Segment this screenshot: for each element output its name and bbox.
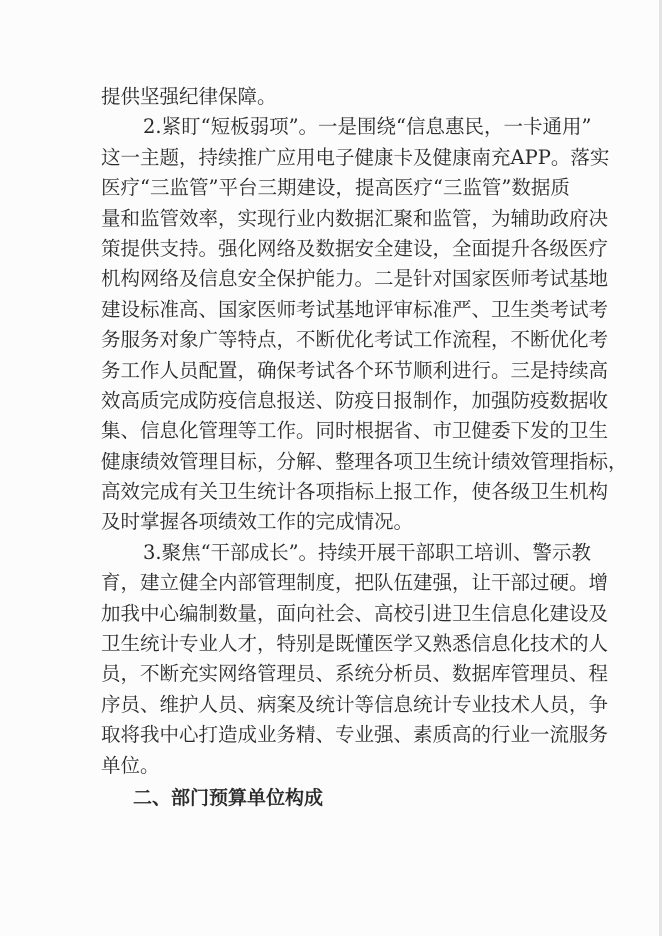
text-line: 3.聚焦“干部成长”。持续开展干部职工培训、警示教 [143, 540, 592, 564]
text-line: 加我中心编制数量，面向社会、高校引进卫生信息化建设及 [101, 601, 609, 625]
text-line: 提供坚强纪律保障。 [101, 85, 277, 108]
text-line: 建设标准高、国家医师考试基地评审标准严、卫生类考试考 [101, 297, 609, 321]
text-line: 序员、维护人员、病案及统计等信息统计专业技术人员，争 [101, 692, 609, 716]
text-line: 取将我中心打造成业务精、专业强、素质高的行业一流服务 [101, 723, 609, 747]
text-line: 及时掌握各项绩效工作的完成情况。 [101, 510, 414, 534]
text-line: 务工作人员配置，确保考试各个环节顺利进行。三是持续高 [101, 358, 609, 382]
text-line: 量和监管效率，实现行业内数据汇聚和监管，为辅助政府决 [101, 206, 609, 230]
text-line: 单位。 [101, 753, 160, 777]
section-heading: 二、部门预算单位构成 [133, 786, 324, 809]
document-body [101, 82, 628, 813]
paragraph [101, 538, 609, 781]
text-line: 机构网络及信息安全保护能力。二是针对国家医师考试基地 [101, 267, 609, 291]
paragraph [101, 112, 628, 537]
paragraph [101, 82, 562, 112]
text-line: 效高质完成防疫信息报送、防疫日报制作，加强防疫数据收 [101, 388, 609, 412]
text-line: 2.紧盯“短板弱项”。一是围绕“信息惠民，一卡通用” [143, 115, 592, 139]
text-line: 高效完成有关卫生统计各项指标上报工作，使各级卫生机构 [101, 480, 609, 504]
text-line: 务服务对象广等特点，不断优化考试工作流程，不断优化考 [101, 328, 609, 352]
text-line: 员，不断充实网络管理员、系统分析员、数据库管理员、程 [101, 662, 609, 686]
text-line: 这一主题，持续推广应用电子健康卡及健康南充APP。落实 [101, 145, 610, 169]
text-line: 育，建立健全内部管理制度，把队伍建强，让干部过硬。增 [101, 571, 609, 595]
text-line: 策提供支持。强化网络及数据安全建设，全面提升各级医疗 [101, 236, 609, 260]
text-line: 健康绩效管理目标，分解、整理各项卫生统计绩效管理指标， [101, 449, 628, 473]
text-line: 医疗“三监管”平台三期建设，提高医疗“三监管”数据质 [101, 176, 570, 200]
text-line: 集、信息化管理等工作。同时根据省、市卫健委下发的卫生 [101, 419, 609, 443]
text-line: 卫生统计专业人才，特别是既懂医学又熟悉信息化技术的人 [101, 632, 609, 656]
